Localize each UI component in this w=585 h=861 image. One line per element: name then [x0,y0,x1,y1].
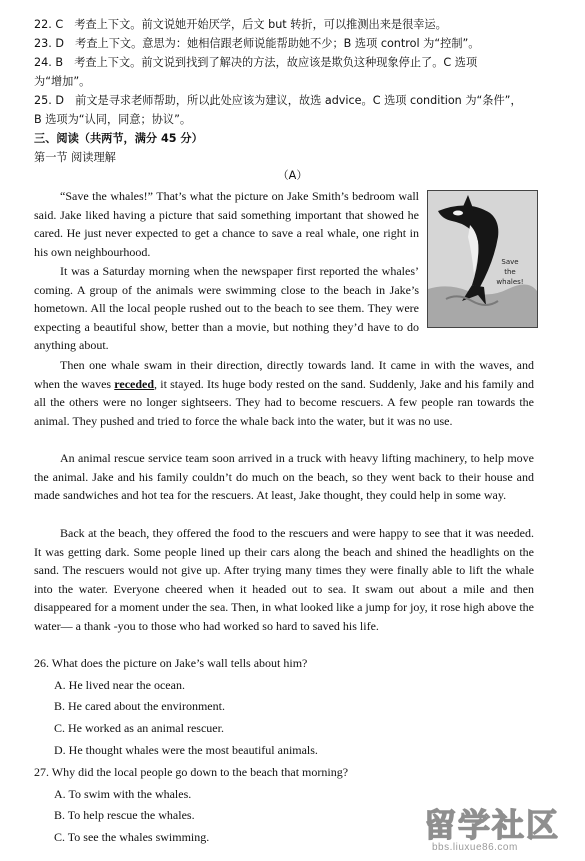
question-27-option-c: C. To see the whales swimming. [54,830,210,844]
question-26-option-b: B. He cared about the environment. [54,699,225,713]
watermark-url: bbs.liuxue86.com [432,842,518,853]
answer-22: 22. C 考查上下文。前文说她开始厌学，后文 but 转折，可以推测出来是很幸运。 [34,18,447,31]
passage-label: （A） [277,169,308,182]
whale-picture [427,190,538,328]
subsection-title: 第一节 阅读理解 [34,151,116,164]
svg-text:留学社区: 留学社区 [424,806,561,844]
picture-caption: Save the whales! [496,258,524,286]
question-26: 26. What does the picture on Jake’s wall tells about him? [34,656,308,670]
answer-25: 25. D 前文是寻求老师帮助，所以此处应该为建议，故选 advice。C 选项 condition 为“条件”， [34,94,522,107]
question-27: 27. Why did the local people go down to the beach that morning? [34,765,349,779]
underlined-word-receded: receded [114,376,155,391]
answer-24: 24. B 考查上下文。前文说到找到了解决的方法，故应该是欺负这种现象停止了。C 选项 [34,56,478,69]
passage-paragraph-5: Back at the beach, they offered the food to the rescuers and were happy to see that it was needed. It was getting dark. Some people lined up their cars along the beach and shined the headlights on the sand. The rescuers would not give up. After trying many times they were finally able to lift the whale into the water. Everyone cheered when it headed out to sea. It swam out about a mile and then disappeared for a moment under the sea. Then, in what looked like a jump for joy, it rose high above the water— a thank -you to those who had worked so hard to saved his life. [34,526,534,633]
passage-paragraph-1: “Save the whales!” That’s what the picture on Jake Smith’s bedroom wall said. Jake liked having a picture that said something important that showed he cared. He just never expected to get a chance to save a real whale, one right in his own neighbourhood. [34,189,419,259]
question-26-option-c: C. He worked as an animal rescuer. [54,721,224,735]
answer-24-cont: 为“增加”。 [34,75,91,88]
question-26-option-d: D. He thought whales were the most beautiful animals. [54,743,318,757]
question-26-option-a: A. He lived near the ocean. [54,678,185,692]
passage-paragraph-2: It was a Saturday morning when the newspaper first reported the whales’ coming. A group of the animals were swimming close to the beach in Jake’s hometown. All the local people rushed out to the beach to see them. They were expecting a beautiful show, better than a movie, but nothing they’d have to do anything about. [34,264,419,353]
passage-paragraph-4: An animal rescue service team soon arrived in a truck with heavy lifting machinery, to help move the animal. Jake and his family couldn’t do much on the beach, so they went back to their house and made sandwiches and hot tea for the rescuers. At least, Jake thought, they could help in some way. [34,451,534,503]
question-27-option-a: A. To swim with the whales. [54,787,192,801]
section-title: 三、阅读（共两节，满分 45 分） [34,132,203,145]
answer-23: 23. D 考查上下文。意思为：她相信跟老师说能帮助她不少；B 选项 control 为“控制”。 [34,37,480,50]
question-27-option-b: B. To help rescue the whales. [54,808,195,822]
answer-25-cont: B 选项为“认同，同意；协议”。 [34,113,192,126]
passage-paragraph-3: Then one whale swam in their direction, directly towards land. It came in with the waves, and when the waves receded, it stayed. Its huge body rested on the sand. Suddenly, Jake and his family and all the others were no longer sightseers. They had to become rescuers. A few people ran towards the animal. They pushed and tried to force the whale back into the water, but it was no use. [34,358,535,428]
